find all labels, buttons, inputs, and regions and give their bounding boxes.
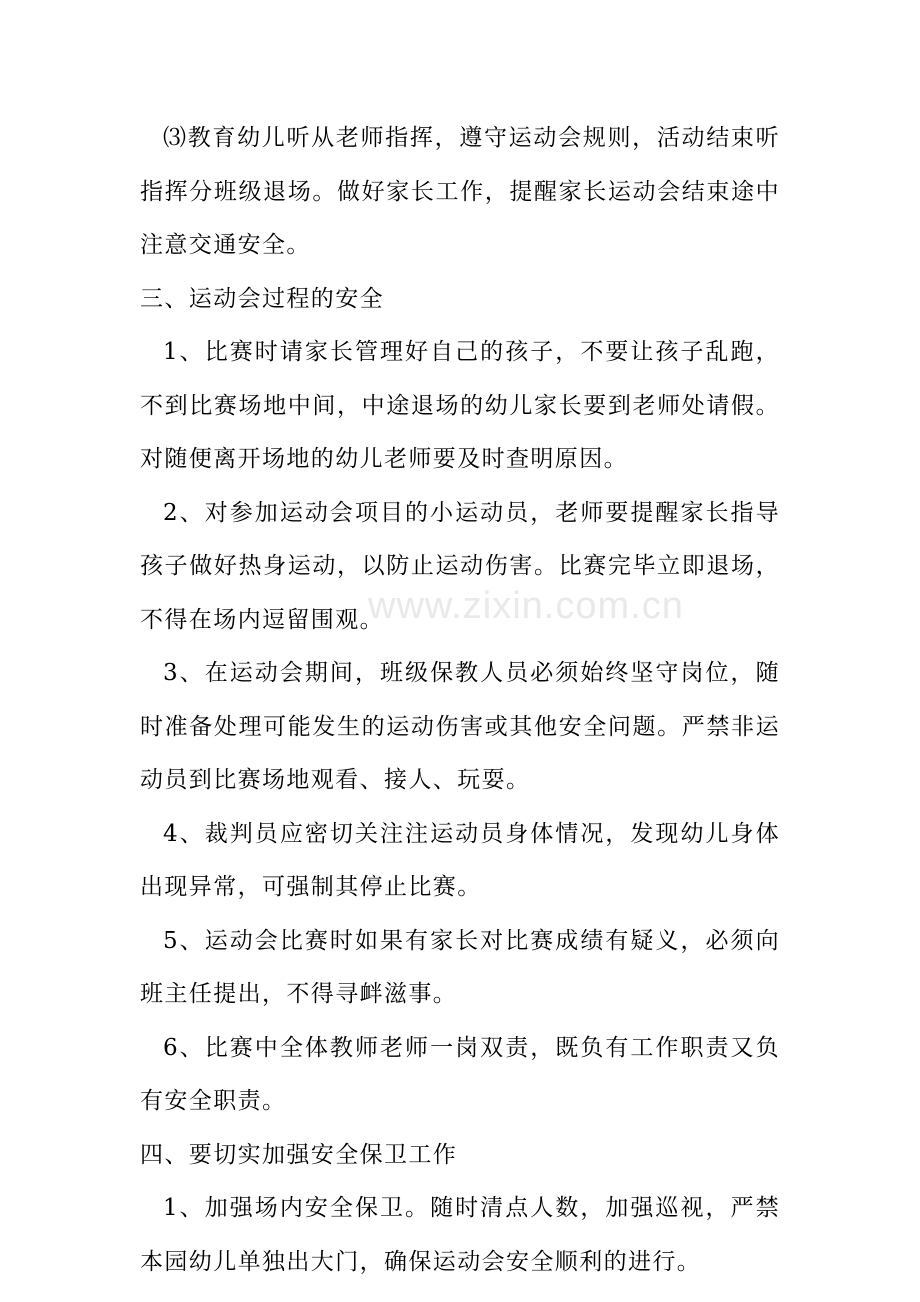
watermark: www.zixin.com.cn: [368, 585, 684, 627]
section-heading-4: 四、要切实加强安全保卫工作: [140, 1141, 458, 1168]
list-item: 6、比赛中全体教师老师一岗双责，既负有工作职责又负有安全职责。: [140, 1034, 780, 1114]
list-item: 3、在运动会期间，班级保教人员必须始终坚守岗位，随时准备处理可能发生的运动伤害或其他安全问题。严禁非运动员到比赛场地观看、接人、玩耍。: [140, 660, 780, 793]
list-item: 1、加强场内安全保卫。随时清点人数，加强巡视，严禁本园幼儿单独出大门，确保运动会安全顺利的进行。: [140, 1195, 780, 1275]
list-item: 2、对参加运动会项目的小运动员，老师要提醒家长指导孩子做好热身运动，以防止运动伤害。比赛完毕立即退场，不得在场内逗留围观。: [140, 499, 780, 633]
list-item: 1、比赛时请家长管理好自己的孩子，不要让孩子乱跑，不到比赛场地中间，中途退场的幼儿家长要到老师处请假。对随便离开场地的幼儿老师要及时查明原因。: [140, 339, 780, 472]
list-item: 5、运动会比赛时如果有家长对比赛成绩有疑义，必须向班主任提出，不得寻衅滋事。: [140, 927, 780, 1007]
section-heading-3: 三、运动会过程的安全: [140, 285, 384, 312]
document-body: [140, 112, 780, 1289]
list-item: 4、裁判员应密切关注注运动员身体情况，发现幼儿身体出现异常，可强制其停止比赛。: [140, 820, 780, 900]
paragraph-intro: ⑶教育幼儿听从老师指挥，遵守运动会规则，活动结束听指挥分班级退场。做好家长工作，提醒家长运动会结束途中注意交通安全。: [140, 125, 780, 258]
